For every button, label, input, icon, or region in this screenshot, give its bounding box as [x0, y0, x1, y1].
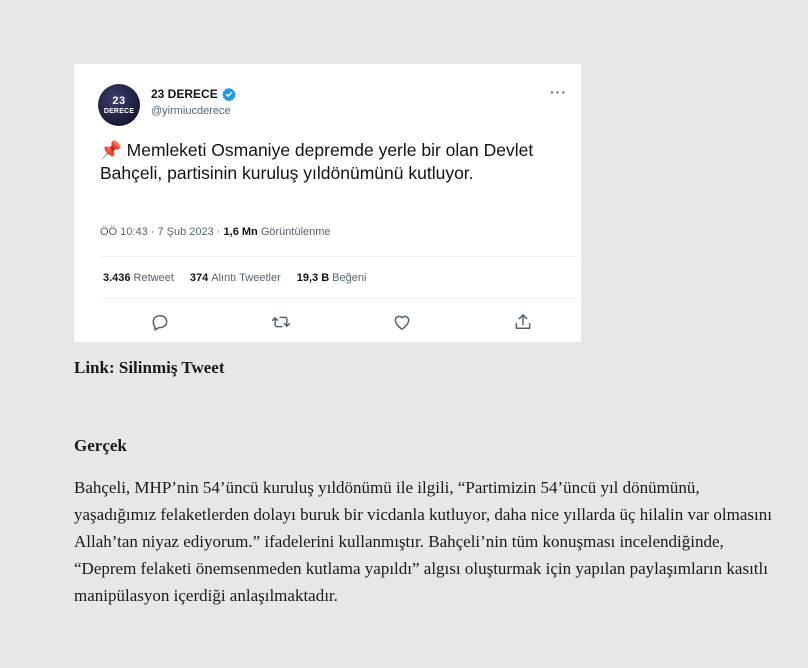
more-options-icon[interactable]: ··· [550, 84, 567, 100]
pin-emoji: 📌 [100, 140, 122, 160]
retweets-label: Retweet [133, 272, 174, 284]
avatar[interactable] [98, 84, 140, 126]
retweets-count: 3.436 [103, 272, 131, 284]
body-paragraph: Bahçeli, MHP’nin 54’üncü kuruluş yıldönümü ile ilgili, “Partimizin 54’üncü yıl dönümünü, yaşadığımız felaketlerden dolayı buruk bir vicdanla kutluyor, daha nice yıllarda üç hilalin var olmasını Allah’tan niyaz ediyorum.” ifadelerini kullanmıştır. Bahçeli’nin tüm konuşması incelendiğinde, “Deprem felaketi önemsenmeden kutlama yapıldı” algısı oluşturmak için yapılan paylaşımların kasıtlı manipülasyon içerdiği anlaşılmaktadır. [74, 478, 772, 605]
like-icon[interactable] [392, 312, 412, 332]
likes-count: 19,3 B [296, 272, 330, 284]
divider [100, 298, 581, 299]
action-bar [74, 312, 581, 334]
divider [100, 256, 581, 257]
quotes-count: 374 [189, 272, 209, 284]
reply-icon[interactable] [150, 312, 170, 332]
share-icon[interactable] [513, 312, 533, 332]
tweet-meta [100, 226, 331, 238]
quotes-label: Alıntı Tweetler [211, 272, 281, 284]
author-row [151, 87, 236, 101]
views-label: Görüntülenme [260, 226, 331, 238]
retweet-icon[interactable] [271, 312, 291, 332]
tweet-link-caption[interactable]: Link: Silinmiş Tweet [74, 358, 225, 377]
likes-label: Beğeni [332, 272, 367, 284]
avatar-word: DERECE [103, 107, 135, 115]
engagement-stats [103, 272, 366, 284]
handle[interactable]: @yirmiucderece [151, 105, 231, 117]
likes-stat[interactable] [297, 272, 367, 284]
quotes-stat[interactable] [190, 272, 281, 284]
tweet-text [100, 139, 560, 185]
section-heading: Gerçek [74, 436, 127, 455]
views-count: 1,6 Mn [223, 226, 258, 238]
display-name[interactable]: 23 DERECE [151, 87, 218, 101]
tweet-body: Memleketi Osmaniye depremde yerle bir olan Devlet Bahçeli, partisinin kuruluş yıldönümünü kutluyor. [100, 140, 534, 183]
verified-badge-icon [222, 87, 236, 101]
tweet-card[interactable] [74, 64, 581, 342]
avatar-number: 23 [112, 94, 126, 107]
retweets-stat[interactable] [103, 272, 174, 284]
timestamp[interactable]: ÖÖ 10:43 · 7 Şub 2023 · [100, 226, 221, 238]
